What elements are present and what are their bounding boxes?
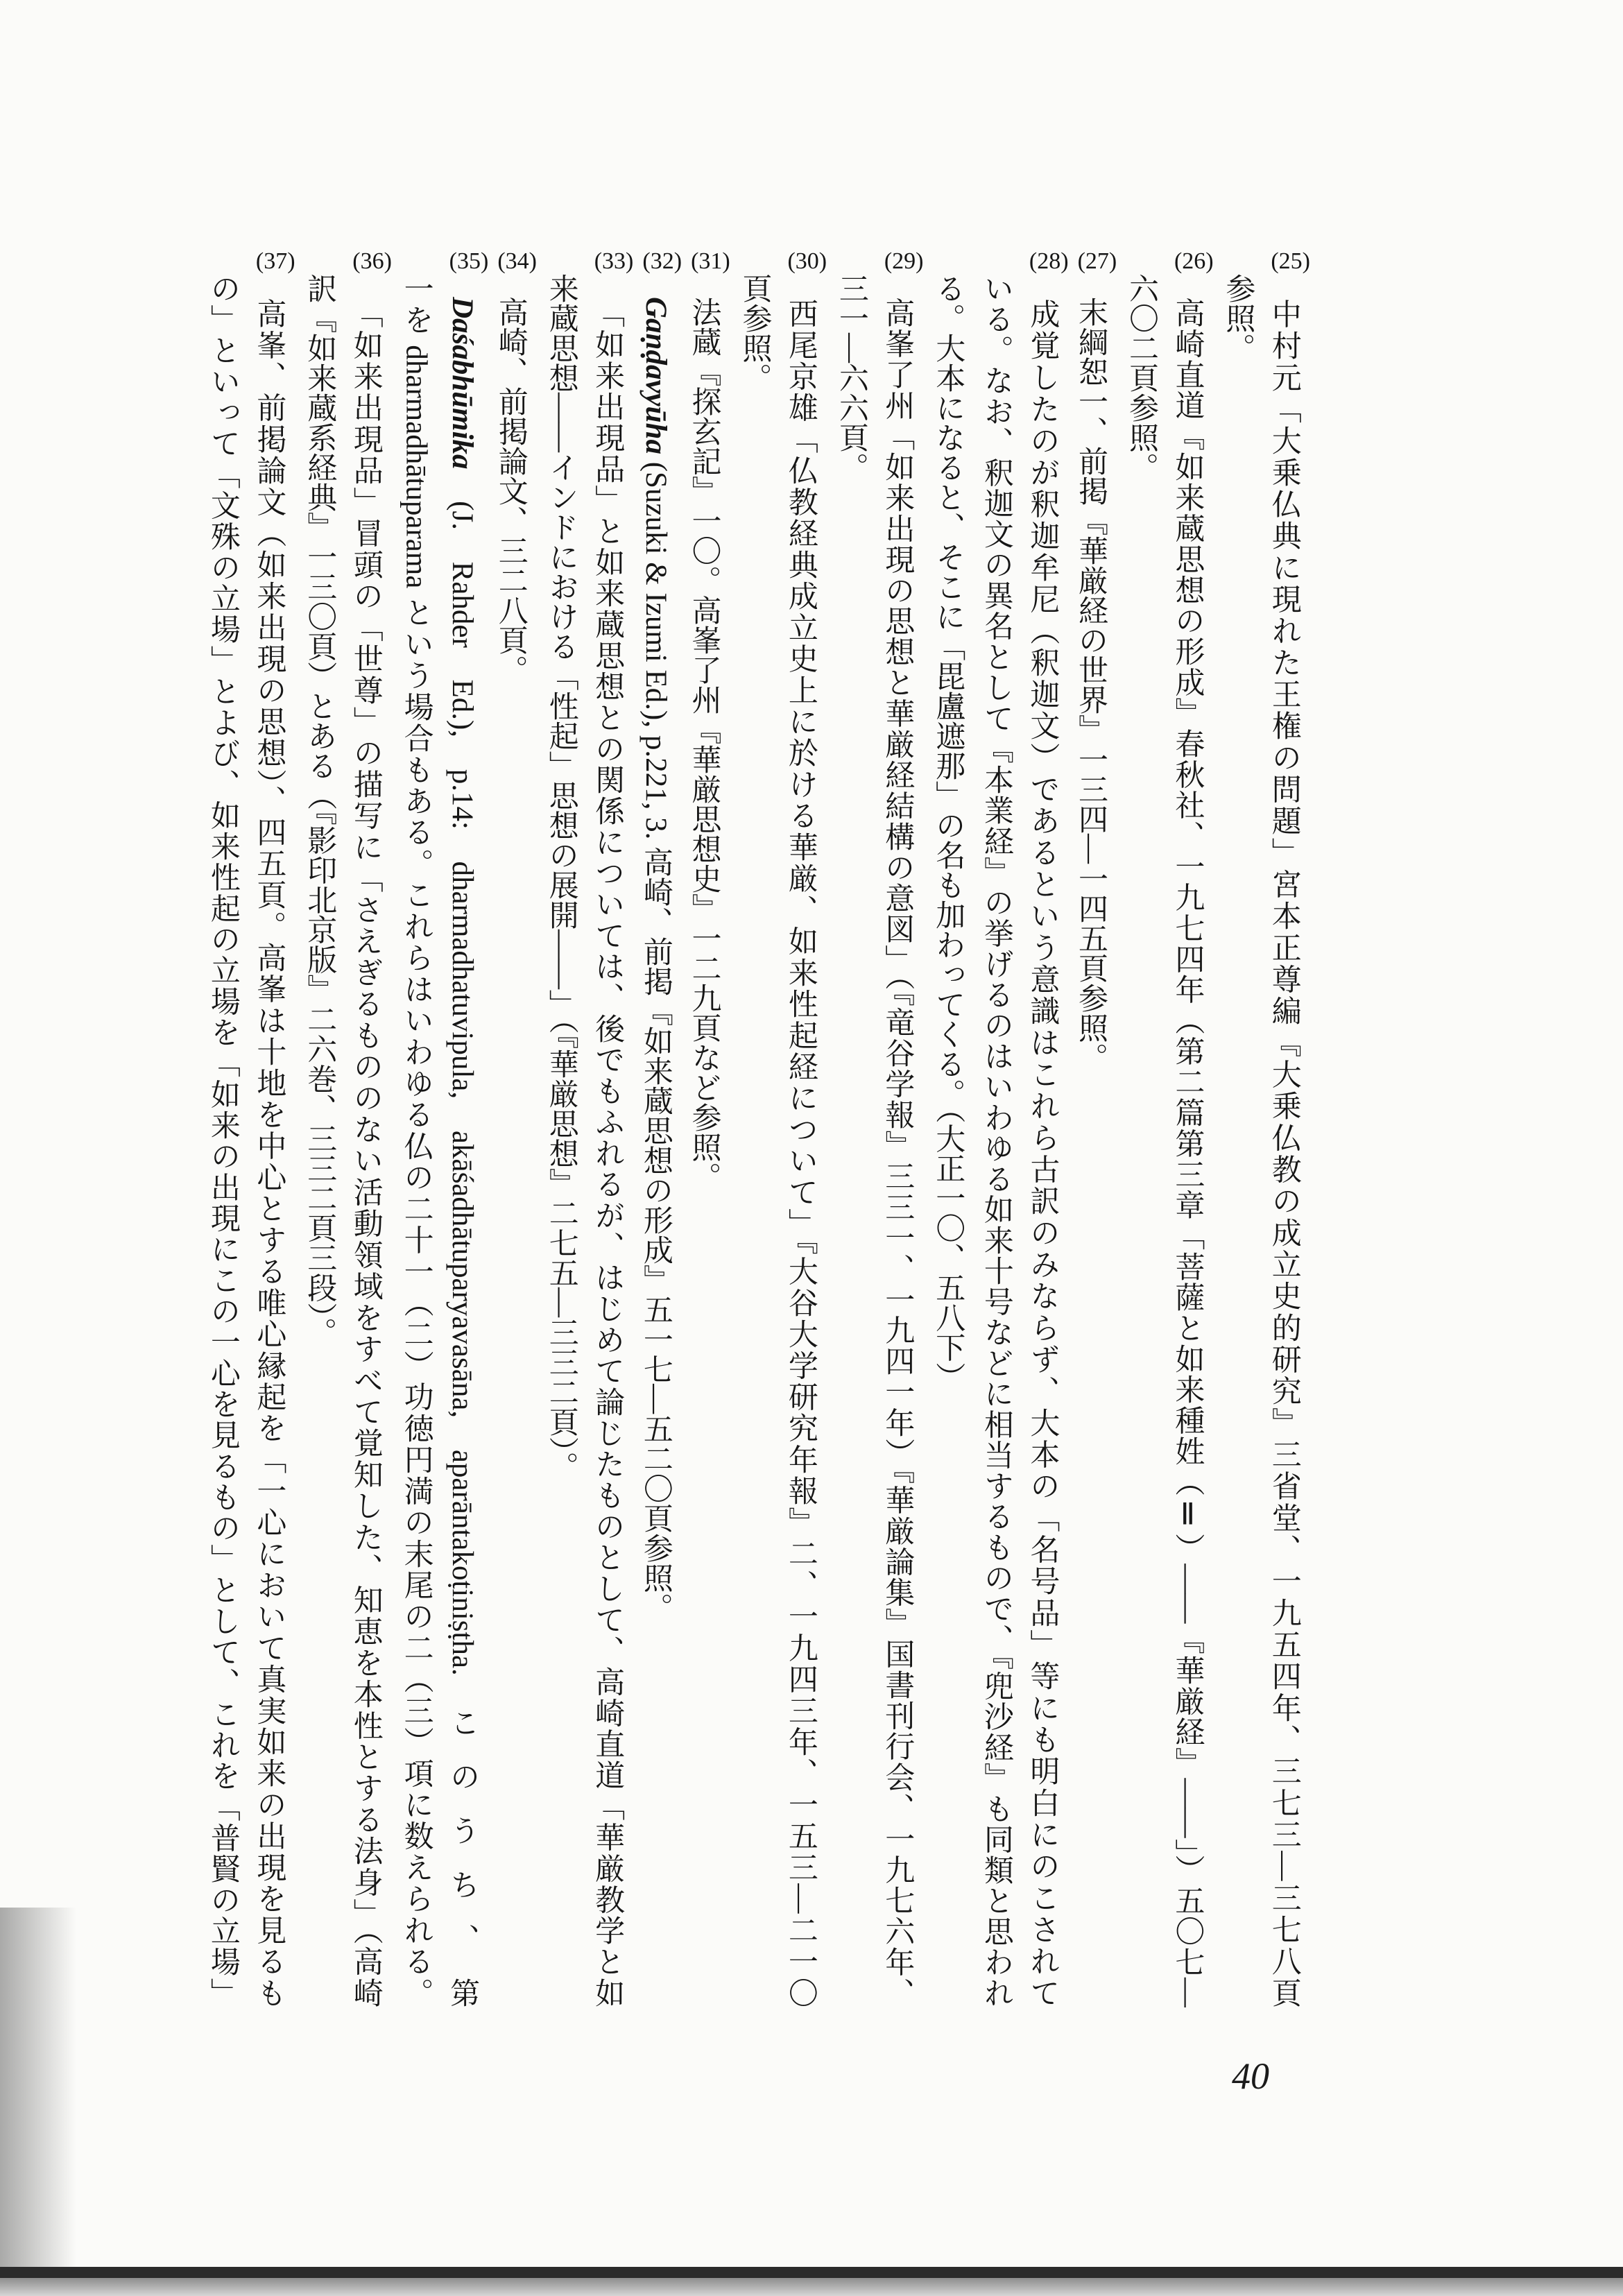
footnote-text: 「如来出現品」冒頭の「世尊」の描写に「さえぎるもののない活動領域をすべて覚知した、知恵を本性とする法身」（高崎 <box>349 297 382 2007</box>
footnote-line <box>247 234 295 2007</box>
footnote-31 <box>682 234 730 2007</box>
footnote-text: 中村元「大乗仏典に現れた王権の問題」宮本正尊編『大乗仏教の成立史的研究』三省堂、一九五四年、三七三―三七八頁 <box>1267 297 1300 2007</box>
footnote-text: 一を dharmadhātuparama という場合もある。これらはいわゆる仏の二十一（二）功徳円満の末尾の二（三）項に数えられる。 <box>400 273 433 2007</box>
footnote-line <box>1020 234 1069 2007</box>
footnote-number: (28) <box>1029 248 1069 274</box>
footnote-26 <box>1117 234 1213 2007</box>
footnote-line <box>1165 234 1214 2007</box>
footnote-33 <box>537 234 633 2007</box>
footnote-30 <box>730 234 827 2007</box>
footnote-line <box>778 234 827 2007</box>
footnote-37 <box>198 234 295 2007</box>
footnote-line <box>1069 234 1117 2007</box>
footnote-number: (29) <box>884 248 924 274</box>
footnote-text: 末綱恕一、前掲『華厳経の世界』一三四―一四五頁参照。 <box>1074 297 1108 1072</box>
footnote-text: 「如来出現品」と如来蔵思想との関係については、後でもふれるが、はじめて論じたものとして、高崎直道「華厳教学と如 <box>591 297 624 2007</box>
footnote-text: 三一―六六頁。 <box>834 273 868 482</box>
footnote-number: (33) <box>594 248 634 274</box>
footnote-text: 成覚したのが釈迦牟尼（釈迦文）であるという意識はこれら古訳のみならず、大本の「名号品」等にも明白にのこされて <box>1026 297 1059 2007</box>
footnote-number: (30) <box>787 248 827 274</box>
footnote-number: (36) <box>352 248 392 274</box>
footnote-text: 法蔵『探玄記』一〇。高峯了州『華厳思想史』一二九頁など参照。 <box>687 297 721 1192</box>
scan-edge-shadow <box>0 1908 76 2267</box>
footnote-text: 六〇二頁参照。 <box>1124 273 1158 482</box>
footnote-line <box>633 234 682 2007</box>
text-title: Daśabhūmika <box>446 297 479 470</box>
footnote-text: 高峯了州「如来出現の思想と華厳経結構の意図」（『竜谷学報』三三一、一九四一年）『華厳論集』国書刊行会、一九七六年、 <box>881 297 914 2007</box>
footnote-text: る。大本になると、そこに「毘盧遮那」の名も加わってくる。（大正一〇、五八下） <box>931 273 965 1392</box>
footnote-line <box>875 234 924 2007</box>
footnote-text: 西尾京雄「仏教経典成立史上に於ける華厳、如来性起経について」『大谷大学研究年報』二、一九四三年、一五三―二一〇 <box>784 297 817 2007</box>
footnote-line <box>537 234 585 2007</box>
footnote-32 <box>633 234 682 2007</box>
footnote-line <box>392 234 440 2007</box>
footnote-25 <box>1214 234 1310 2007</box>
footnote-number: (32) <box>642 248 682 274</box>
footnote-text: 高崎、前掲論文、三二八頁。 <box>494 297 527 685</box>
footnote-number: (34) <box>497 248 537 274</box>
text-title: Gaṇḍavyūha <box>639 297 672 454</box>
footnote-line <box>1117 234 1165 2007</box>
footnote-line <box>1262 234 1310 2007</box>
footnote-text: 高峯、前掲論文（如来出現の思想）、四五頁。高峯は十地を中心とする唯心縁起を「一心において真実如来の出現を見るも <box>252 297 286 2007</box>
footnote-number: (25) <box>1271 248 1310 274</box>
footnote-number: (31) <box>691 248 730 274</box>
footnote-number: (26) <box>1174 248 1214 274</box>
footnote-line <box>682 234 730 2007</box>
footnote-number: (27) <box>1077 248 1117 274</box>
footnote-line <box>198 234 247 2007</box>
footnote-line <box>730 234 779 2007</box>
footnote-29 <box>827 234 923 2007</box>
footnote-text: 来蔵思想――インドにおける「性起」思想の展開――」（『華厳思想』二七五―三三二頁）。 <box>544 273 578 1482</box>
scan-bottom-edge <box>0 2267 1623 2278</box>
footnote-text: (Suzuki & Izumi Ed.), p.221, 3. 高崎、前掲『如来蔵思想の形成』五一七―五二〇頁参照。 <box>639 454 672 1623</box>
footnote-line <box>827 234 875 2007</box>
footnote-number: (37) <box>255 248 295 274</box>
page-number: 40 <box>1232 2055 1269 2097</box>
footnote-text: 高崎直道『如来蔵思想の形成』春秋社、一九七四年（第二篇第三章「菩薩と如来種姓（Ⅱ）――『華厳経』――」）五〇七― <box>1171 297 1204 2007</box>
footnote-line <box>488 234 537 2007</box>
footnote-line <box>924 234 972 2007</box>
footnote-28 <box>924 234 1069 2007</box>
scan-bottom-margin <box>0 2278 1623 2296</box>
footnote-text: 訳『如来蔵系経典』一三〇頁）とある（『影印北京版』二六巻、三三二頁三段）。 <box>303 273 336 1347</box>
footnote-number: (35) <box>449 248 489 274</box>
footnote-line <box>972 234 1020 2007</box>
footnote-34 <box>488 234 537 2007</box>
footnote-line <box>1214 234 1262 2007</box>
footnotes <box>198 234 1310 2007</box>
footnote-35 <box>392 234 488 2007</box>
footnote-27 <box>1069 234 1117 2007</box>
footnote-text: (J. Rahder Ed.), p.14: dharmadhatuvipula, akāśadhātuparyavasāna, aparāntakoṭiniṣṭha. このうち、第 <box>446 469 479 2007</box>
footnote-text: 参照。 <box>1221 273 1255 363</box>
footnote-line <box>343 234 392 2007</box>
footnote-text: の」といって「文殊の立場」とよび、如来性起の立場を「如来の出現にこの一心を見るもの」として、これを「普賢の立場」 <box>206 273 239 2007</box>
footnote-line <box>295 234 344 2007</box>
footnote-36 <box>295 234 392 2007</box>
footnote-line <box>440 234 489 2007</box>
footnote-text: 頁参照。 <box>738 273 771 393</box>
footnote-line <box>585 234 634 2007</box>
footnote-text: いる。なお、釈迦文の異名として『本業経』の挙げるのはいわゆる如来十号などに相当するもので、『兜沙経』も同類と思われ <box>979 273 1013 2007</box>
